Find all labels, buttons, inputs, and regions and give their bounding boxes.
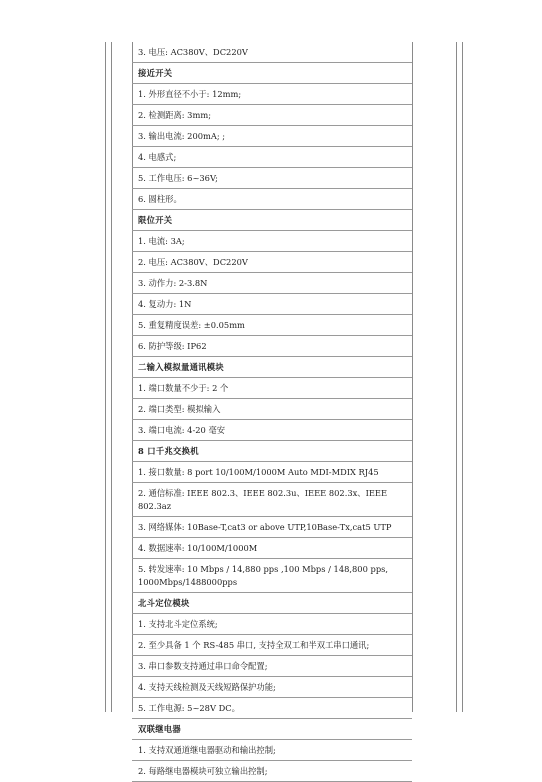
spec-item: 5. 工作电压: 6~36V; <box>132 168 412 189</box>
spec-item: 5. 工作电源: 5~28V DC。 <box>132 698 412 719</box>
spec-item: 2. 至少具备 1 个 RS-485 串口, 支持全双工和半双工串口通讯; <box>132 635 412 656</box>
spec-item: 1. 支持北斗定位系统; <box>132 614 412 635</box>
spec-item: 1. 端口数量不少于: 2 个 <box>132 378 412 399</box>
section-heading: 北斗定位模块 <box>132 593 412 614</box>
spec-item: 2. 检测距离: 3mm; <box>132 105 412 126</box>
spec-item: 3. 动作力: 2-3.8N <box>132 273 412 294</box>
spec-item: 2. 端口类型: 模拟输入 <box>132 399 412 420</box>
spec-item: 2. 每路继电器模块可独立输出控制; <box>132 761 412 782</box>
table-border-left-outer <box>105 42 106 712</box>
section-heading: 二输入模拟量通讯模块 <box>132 357 412 378</box>
spec-item: 2. 电压: AC380V、DC220V <box>132 252 412 273</box>
section-heading: 8 口千兆交换机 <box>132 441 412 462</box>
spec-item: 2. 通信标准: IEEE 802.3、IEEE 802.3u、IEEE 802.3x、IEEE 802.3az <box>132 483 412 517</box>
spec-item: 3. 串口参数支持通过串口命令配置; <box>132 656 412 677</box>
spec-item: 6. 防护等级: IP62 <box>132 336 412 357</box>
table-border-right-outer <box>462 42 463 712</box>
spec-item: 1. 外形直径不小于: 12mm; <box>132 84 412 105</box>
spec-item: 1. 电流: 3A; <box>132 231 412 252</box>
spec-item: 4. 复动力: 1N <box>132 294 412 315</box>
spec-item: 5. 转发速率: 10 Mbps / 14,880 pps ,100 Mbps / 148,800 pps, 1000Mbps/1488000pps <box>132 559 412 593</box>
table-border-right-inner <box>456 42 457 712</box>
section-heading: 限位开关 <box>132 210 412 231</box>
spec-item: 5. 重复精度误差: ±0.05mm <box>132 315 412 336</box>
spec-item: 1. 支持双通道继电器驱动和输出控制; <box>132 740 412 761</box>
spec-item: 3. 电压: AC380V、DC220V <box>132 42 412 63</box>
spec-item: 4. 支持天线检测及天线短路保护功能; <box>132 677 412 698</box>
spec-item: 4. 数据速率: 10/100M/1000M <box>132 538 412 559</box>
spec-item: 4. 电感式; <box>132 147 412 168</box>
spec-item: 3. 输出电流: 200mA; ; <box>132 126 412 147</box>
content-column-right-border <box>412 42 413 712</box>
table-border-left-inner <box>111 42 112 712</box>
spec-item: 3. 端口电流: 4-20 毫安 <box>132 420 412 441</box>
section-heading: 双联继电器 <box>132 719 412 740</box>
section-heading: 接近开关 <box>132 63 412 84</box>
spec-item: 1. 接口数量: 8 port 10/100M/1000M Auto MDI-MDIX RJ45 <box>132 462 412 483</box>
spec-table-column <box>132 42 412 782</box>
spec-item: 3. 网络媒体: 10Base-T,cat3 or above UTP,10Base-Tx,cat5 UTP <box>132 517 412 538</box>
spec-item: 6. 圆柱形。 <box>132 189 412 210</box>
